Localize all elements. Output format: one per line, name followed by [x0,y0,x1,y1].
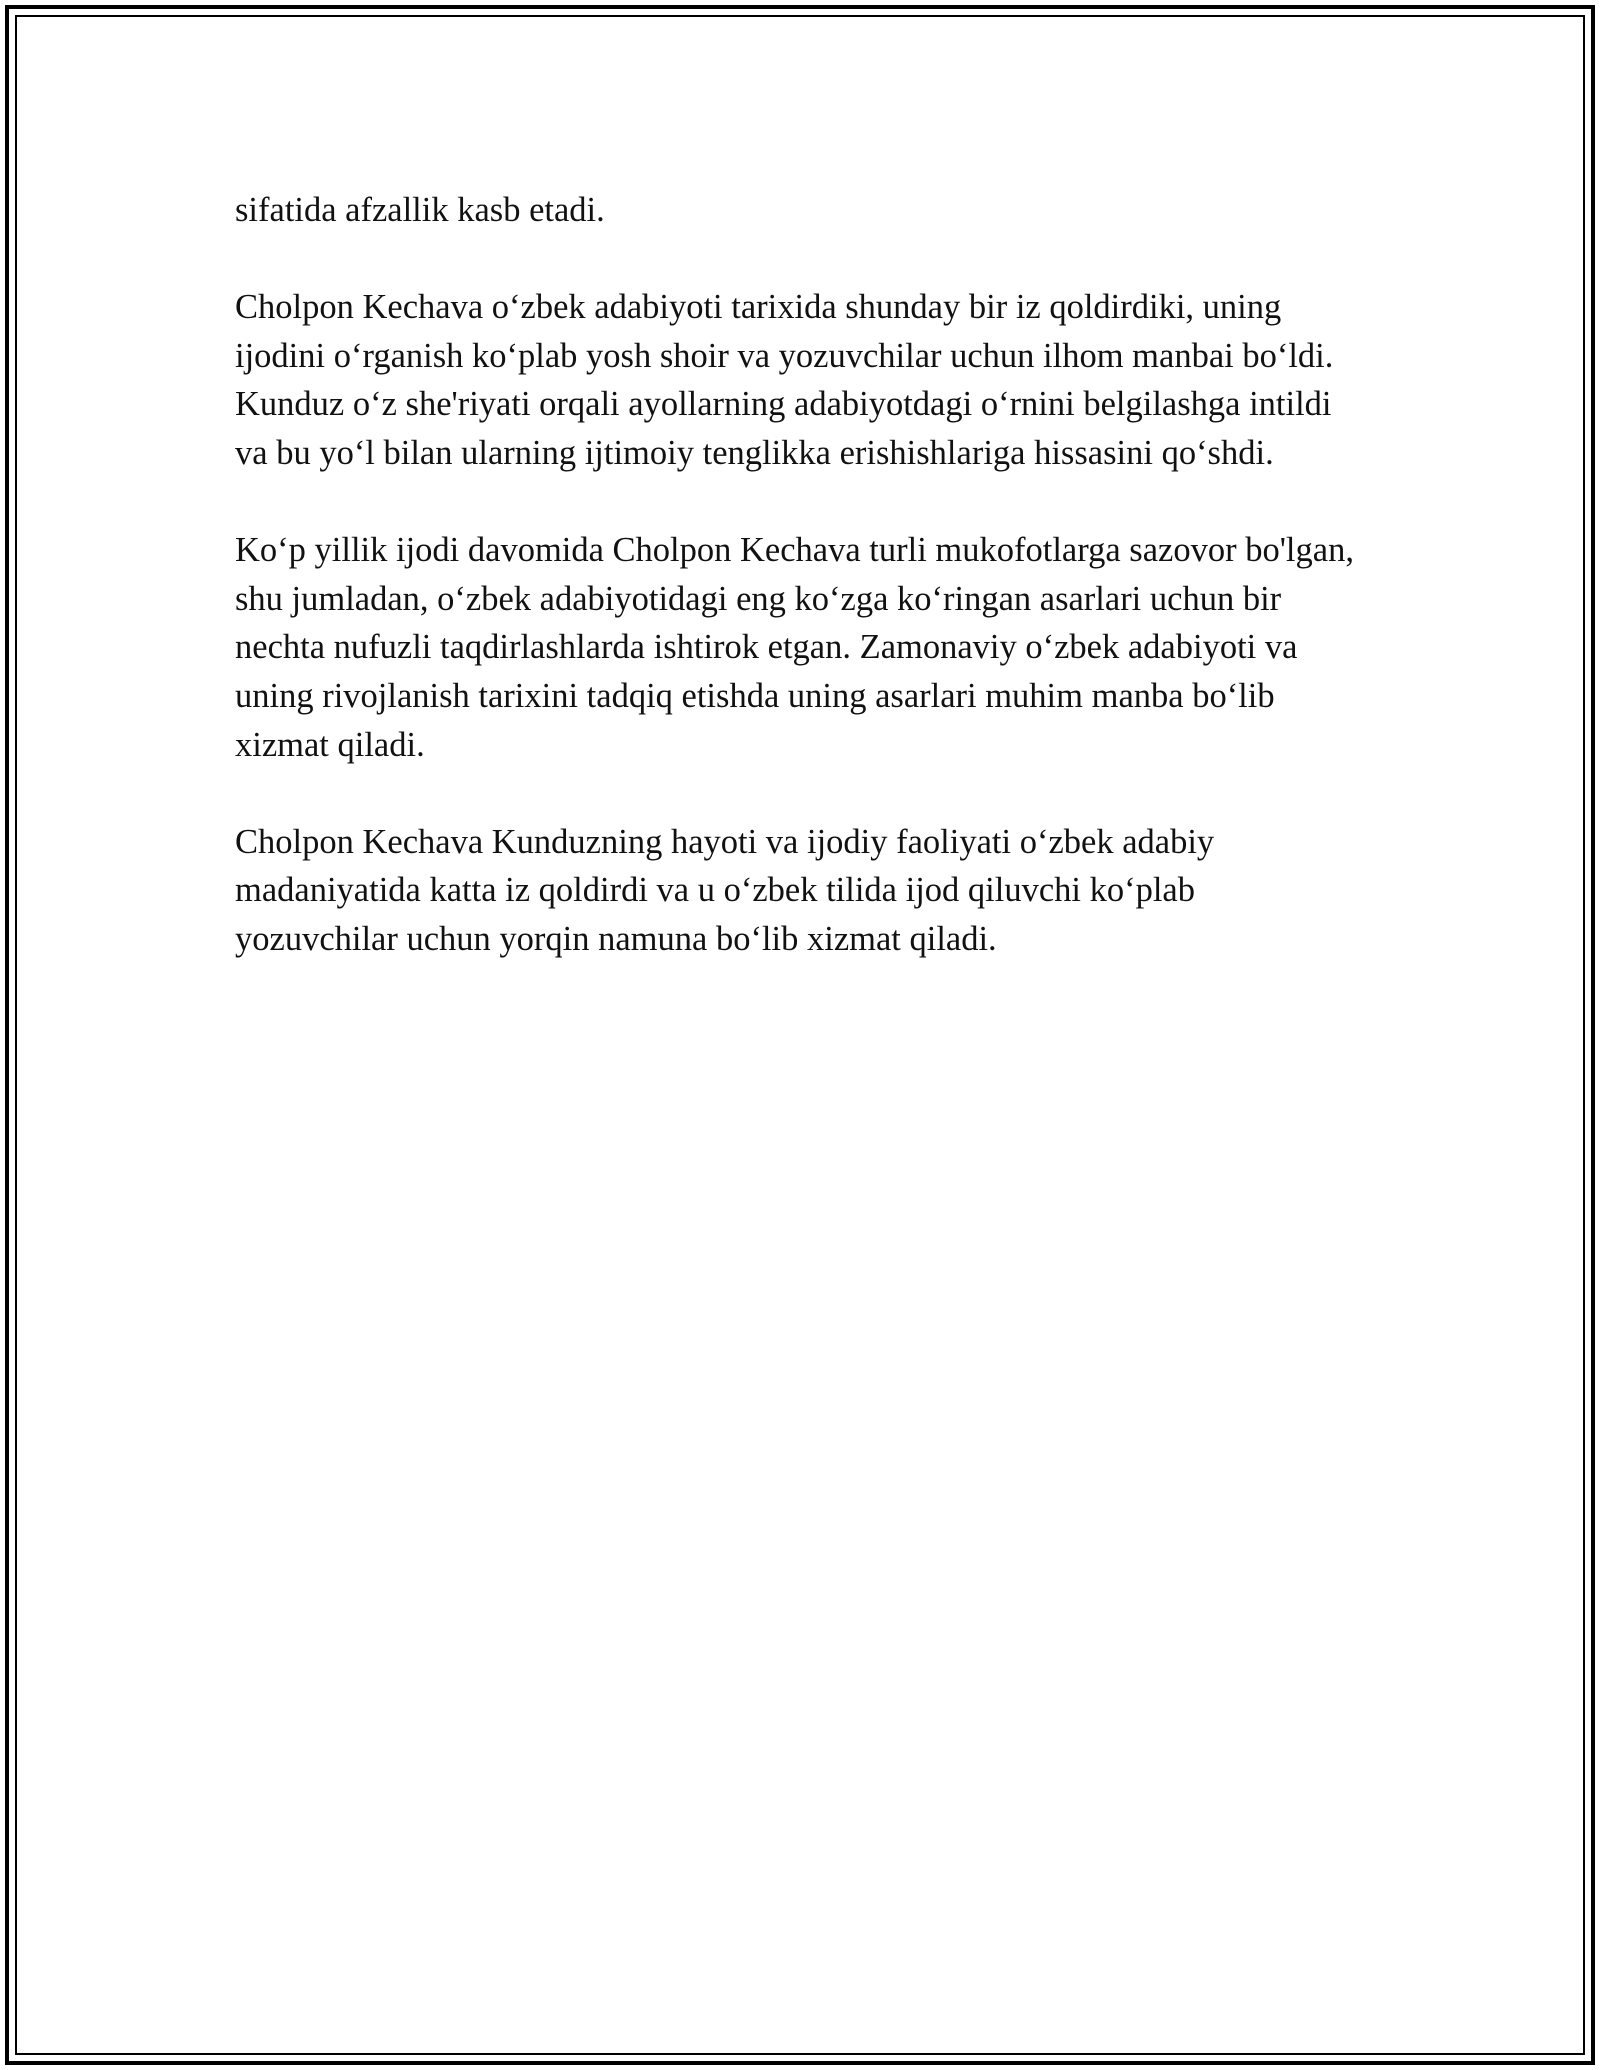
paragraph-legacy: Cholpon Kechava o‘zbek adabiyoti tarixida shunday bir iz qoldirdiki, uning ijodini o‘rganish ko‘plab yosh shoir va yozuvchilar uchun ilhom manbai bo‘ldi. Kunduz o‘z she'riyati orqali ayollarning adabiyotdagi o‘rnini belgilashga intildi va bu yo‘l bilan ularning ijtimoiy tenglikka erishishlariga hissasini qo‘shdi. [235,288,1334,472]
paragraph-conclusion: Cholpon Kechava Kunduzning hayoti va ijodiy faoliyati o‘zbek adabiy madaniyatida katta iz qoldirdi va u o‘zbek tilida ijod qiluvchi ko‘plab yozuvchilar uchun yorqin namuna bo‘lib xizmat qiladi. [235,822,1215,958]
paragraph-continuation: sifatida afzallik kasb etadi. [235,191,605,229]
document-body [235,186,1365,964]
paragraph-awards: Ko‘p yillik ijodi davomida Cholpon Kechava turli mukofotlarga sazovor bo'lgan, shu jumladan, o‘zbek adabiyotidagi eng ko‘zga ko‘ringan asarlari uchun bir nechta nufuzli taqdirlashlarda ishtirok etgan. Zamonaviy o‘zbek adabiyoti va uning rivojlanish tarixini tadqiq etishda uning asarlari muhim manba bo‘lib xizmat qiladi. [235,531,1354,764]
